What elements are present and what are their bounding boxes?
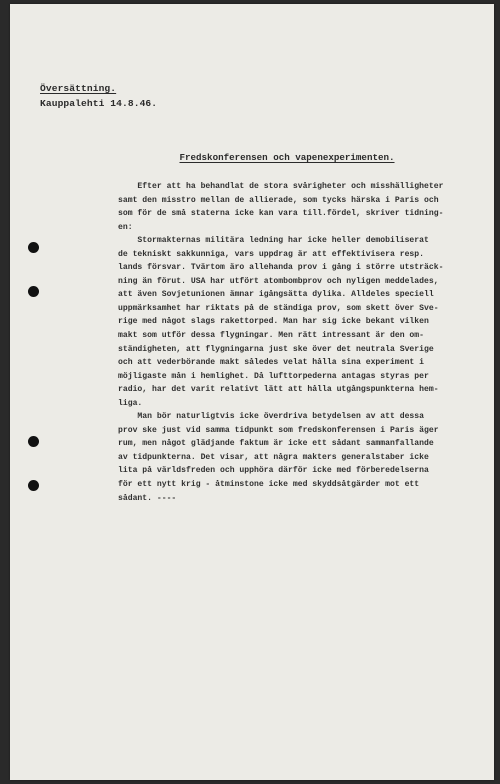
punch-hole: [28, 480, 39, 491]
body-line: lita på världsfreden och upphöra därför icke med förberedelserna: [118, 466, 429, 476]
title-text: Fredskonferensen och vapenexperimenten.: [179, 152, 395, 163]
body-line: Efter att ha behandlat de stora svårigheter och misshälligheter: [118, 182, 444, 191]
body-line: en:: [118, 222, 133, 232]
body-line: sådant. ----: [118, 493, 177, 503]
body-line: rum, men något glädjande faktum är icke ett sådant sammanfallande: [118, 439, 434, 449]
body-line: att även Sovjetunionen ämnar igångsätta dylika. Alldeles speciell: [118, 290, 434, 300]
body-line: liga.: [118, 398, 143, 408]
body-line: radio, har det varit relativt lätt att hålla utgångspunkterna hem-: [118, 385, 439, 395]
translation-label: Översättning.: [40, 83, 117, 94]
body-line: ning än förut. USA har utfört atombombprov och nyligen meddelades,: [118, 276, 439, 286]
body-line: som för de små staterna icke kan vara till.fördel, skriver tidning-: [118, 209, 444, 219]
document-page: [10, 4, 494, 780]
document-title: [10, 152, 494, 163]
body-line: och att vederbörande makt således velat hålla sina experiment i: [118, 358, 424, 368]
source-line: Kauppalehti 14.8.46.: [40, 98, 158, 109]
body-line: rige med något slags rakettorped. Man har sig icke bekant vilken: [118, 317, 429, 327]
body-line: makt som utför dessa flygningar. Men rätt intressant är den om-: [118, 331, 424, 341]
body-line: ständigheten, att flygningarna just ske över det neutrala Sverige: [118, 344, 434, 354]
body-line: uppmärksamhet har riktats på de ständiga prov, som skett över Sve-: [118, 303, 439, 313]
body-line: prov ske just vid samma tidpunkt som fredskonferensen i Paris äger: [118, 425, 439, 435]
body-line: möjligaste mån i hemlighet. Då lufttorpederna antagas styras per: [118, 371, 429, 381]
body-text: [118, 180, 443, 505]
body-line: de tekniskt sakkunniga, vars uppdrag är att effektivisera resp.: [118, 249, 424, 259]
punch-hole: [28, 436, 39, 447]
punch-hole: [28, 286, 39, 297]
body-line: Stormakternas militära ledning har icke heller demobiliserat: [118, 236, 429, 246]
body-line: Man bör naturligtvis icke överdriva betydelsen av att dessa: [118, 412, 424, 422]
body-line: för ett nytt krig - åtminstone icke med skyddsåtgärder mot ett: [118, 480, 420, 490]
body-line: av tidpunkterna. Det visar, att några makters generalstaber icke: [118, 452, 429, 462]
body-line: lands försvar. Tvärtom äro allehanda prov i gång i större utsträck-: [118, 263, 444, 273]
punch-hole: [28, 242, 39, 253]
body-line: samt den misstro mellan de allierade, som tycks härska i Paris och: [118, 195, 439, 205]
